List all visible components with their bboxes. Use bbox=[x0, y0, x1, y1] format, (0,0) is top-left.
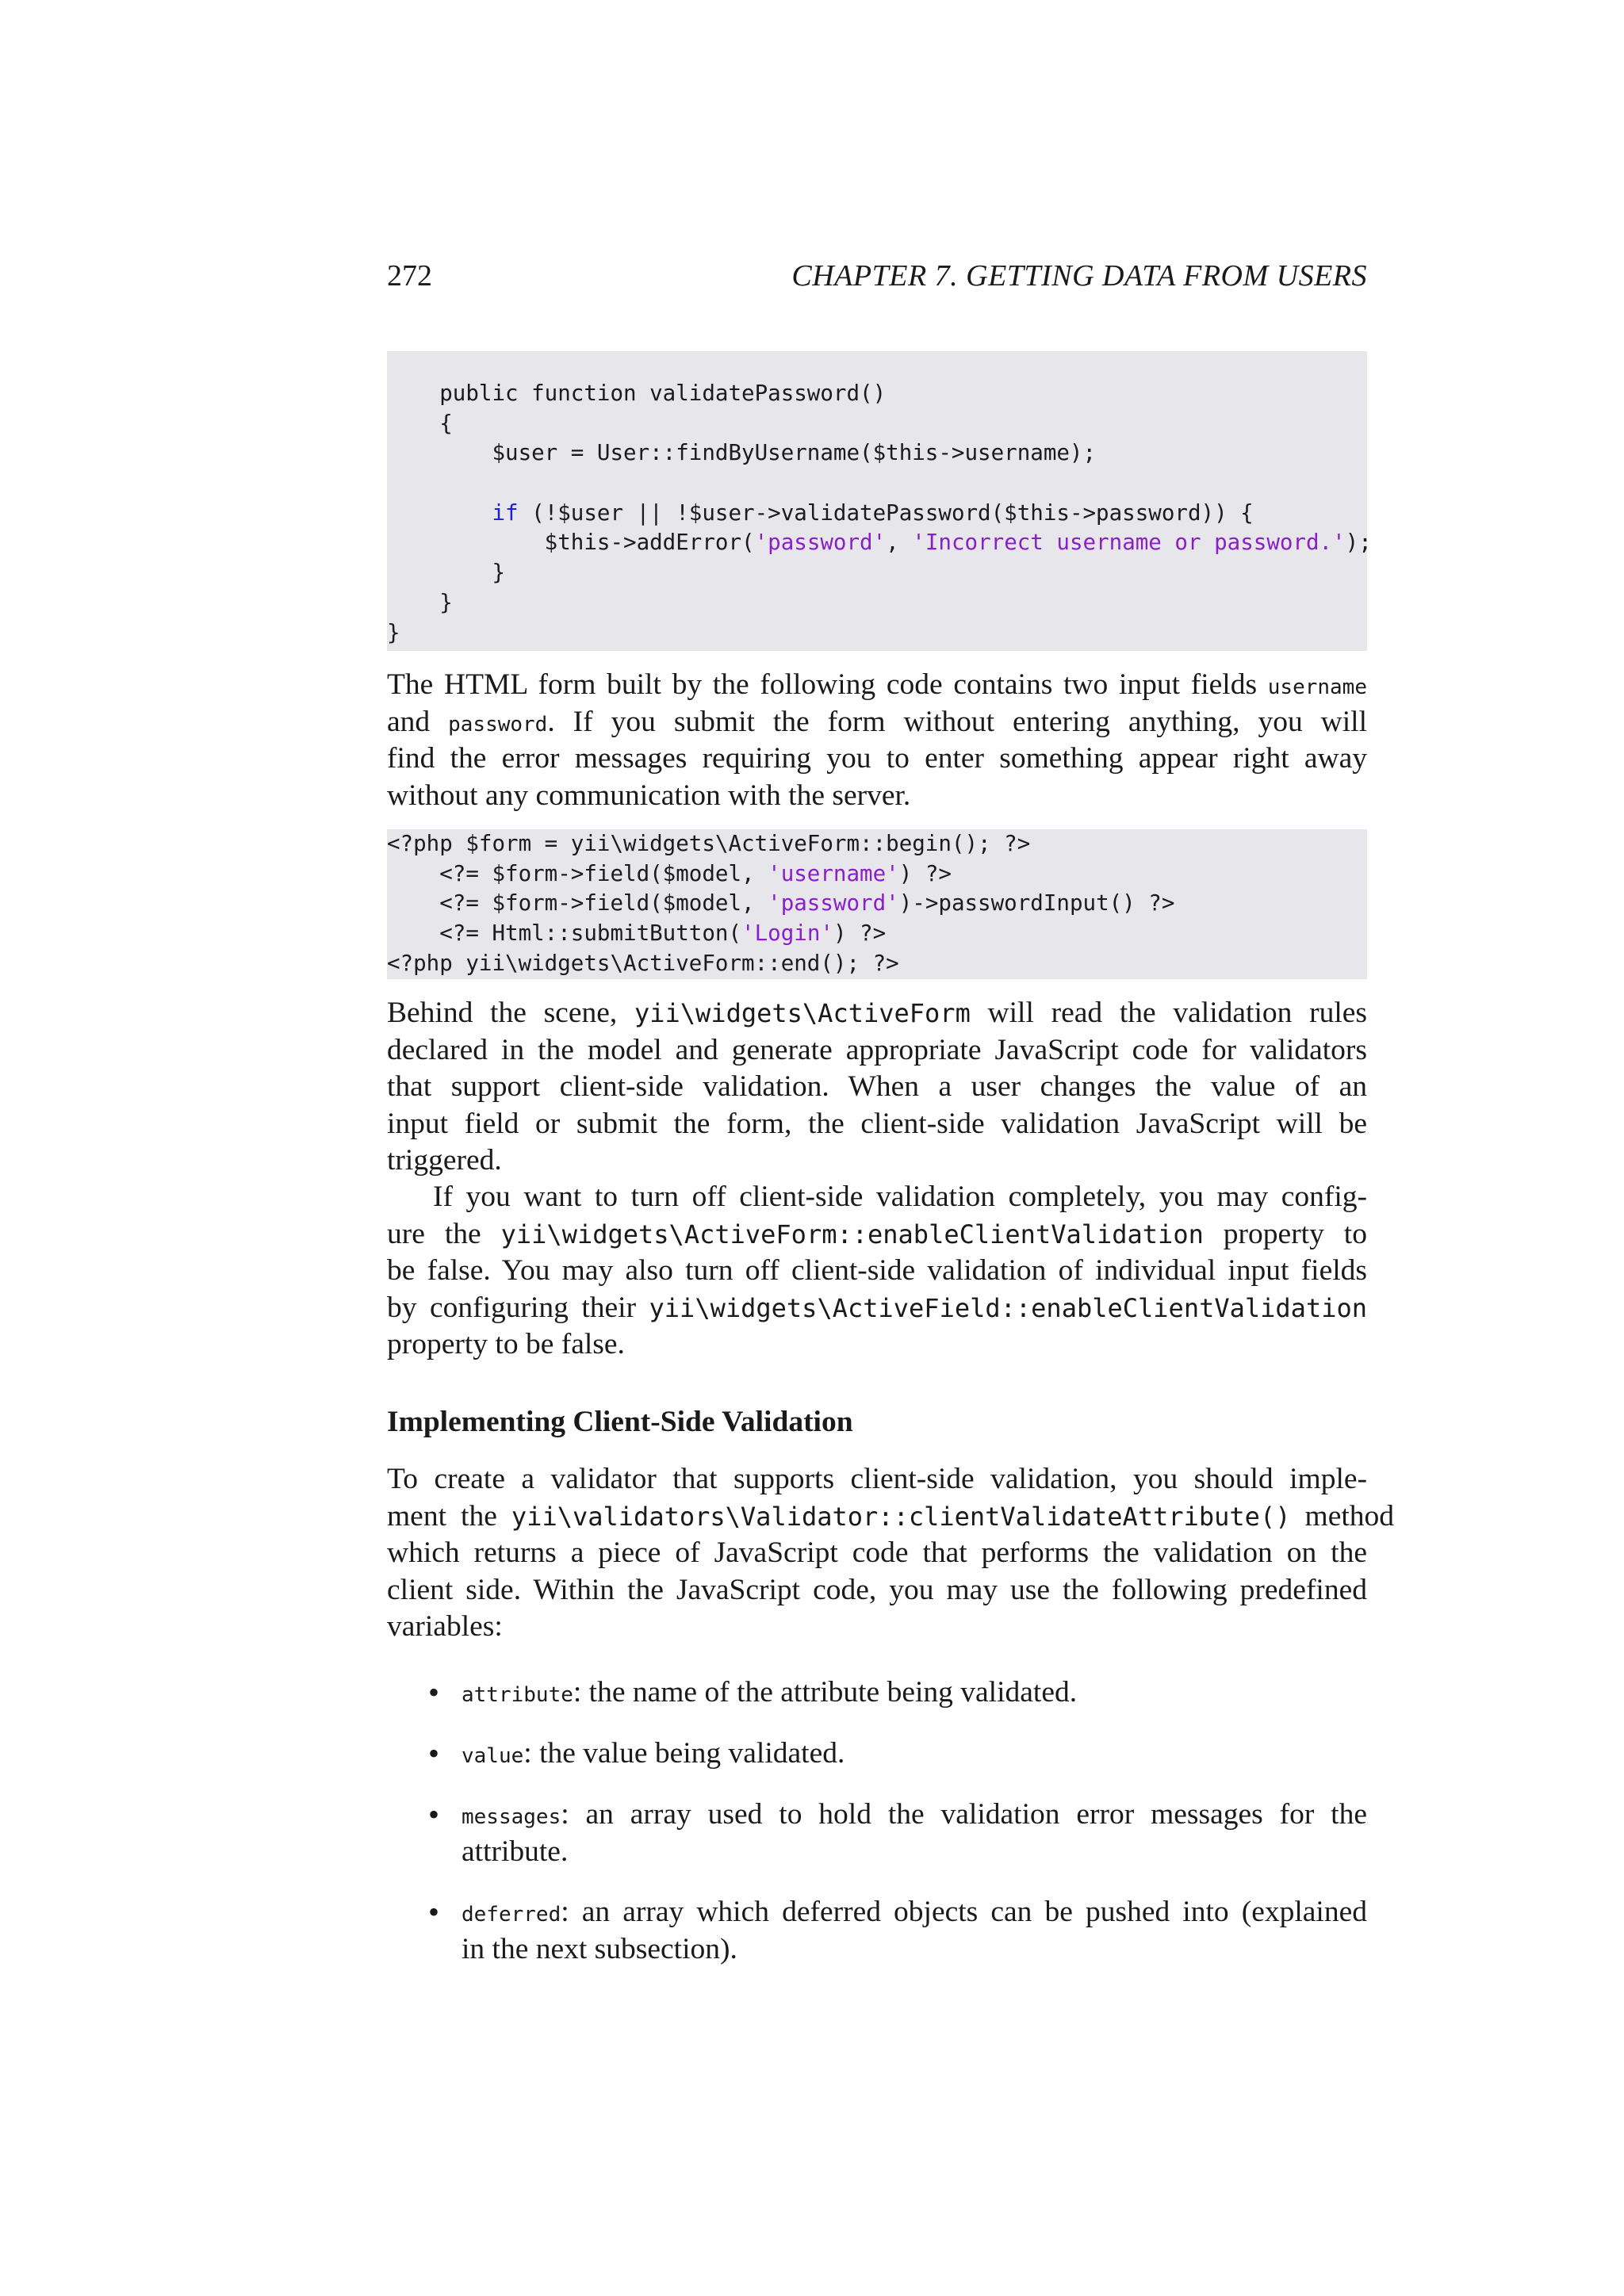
bullet-icon: • bbox=[428, 1797, 440, 1832]
code-block-validate-password bbox=[387, 351, 1372, 651]
inline-code: value bbox=[462, 1744, 524, 1768]
code-line: $this->addError('password', 'Incorrect username or password.'); bbox=[387, 530, 1372, 556]
code-line: <?= $form->field($model, 'username') ?> bbox=[387, 860, 952, 886]
code-line: if (!$user || !$user->validatePassword($this->password)) { bbox=[492, 499, 1254, 526]
bullet-icon: • bbox=[428, 1674, 440, 1710]
inline-code: yii\widgets\ActiveForm::enableClientValidation bbox=[500, 1219, 1204, 1249]
inline-code: yii\widgets\ActiveField::enableClientValidation bbox=[649, 1292, 1367, 1323]
code-keyword: if bbox=[492, 499, 519, 526]
inline-code: username bbox=[1267, 675, 1367, 699]
code-line: <?= $form->field($model, 'password')->passwordInput() ?> bbox=[387, 890, 1175, 916]
inline-code: yii\validators\Validator::clientValidateAttribute() bbox=[511, 1501, 1291, 1532]
code-line: { bbox=[387, 410, 453, 436]
code-line: } bbox=[387, 619, 400, 645]
code-block-active-form bbox=[387, 829, 1367, 979]
chapter-title: CHAPTER 7. GETTING DATA FROM USERS bbox=[791, 259, 1367, 293]
page-number: 272 bbox=[387, 259, 432, 293]
inline-code: password bbox=[448, 712, 548, 737]
paragraph-form-intro: The HTML form built by the following code contains two input fields username and password. If you submit the form without entering anything, you will find the error messages requiring you to enter something appear right away without any communication with the server. bbox=[387, 668, 1367, 812]
inline-code: yii\widgets\ActiveForm bbox=[634, 998, 971, 1028]
code-line: $user = User::findByUsername($this->username); bbox=[387, 440, 1097, 466]
code-string: 'username' bbox=[768, 860, 899, 886]
code-string: 'password' bbox=[768, 890, 899, 916]
inline-code: messages bbox=[462, 1805, 561, 1829]
paragraph-turn-off-validation: If you want to turn off client-side validation completely, you may config- ure the yii\widgets\ActiveForm::enableClientValidation property to be false. You may also turn off client-side validation of individual input fields by configuring their yii\widgets\ActiveField::enableClientValidation property to be false. bbox=[387, 1181, 1367, 1360]
code-line bbox=[387, 469, 1367, 499]
code-line: } bbox=[387, 589, 453, 615]
bullet-icon: • bbox=[428, 1894, 440, 1930]
code-string: 'Login' bbox=[741, 920, 833, 947]
code-line: <?php $form = yii\widgets\ActiveForm::begin(); ?> bbox=[387, 831, 1031, 856]
section-heading: Implementing Client-Side Validation bbox=[387, 1406, 853, 1438]
bullet-icon: • bbox=[428, 1735, 440, 1771]
page-header bbox=[387, 258, 1367, 298]
inline-code: attribute bbox=[462, 1683, 573, 1707]
paragraph-create-validator: To create a validator that supports client-side validation, you should imple- ment the yii\validators\Validator::clientValidateAttribute() method which returns a piece of JavaScript code that performs the validation on the client side. Within the JavaScript code, you may use the following predefined variables: bbox=[387, 1463, 1395, 1643]
code-string: 'password' bbox=[754, 530, 887, 556]
code-line: <?php yii\widgets\ActiveForm::end(); ?> bbox=[387, 950, 899, 976]
code-string: 'Incorrect username or password.' bbox=[912, 530, 1346, 556]
paragraph-behind-scene: Behind the scene, yii\widgets\ActiveForm will read the validation rules declared in the model and generate appropriate JavaScript code for validators that support client-side validation. When a user changes the value of an input field or submit the form, the client-side validation JavaScript will be triggered. bbox=[387, 997, 1367, 1177]
code-line: <?= Html::submitButton('Login') ?> bbox=[387, 920, 887, 947]
code-line: public function validatePassword() bbox=[387, 381, 887, 406]
document-page: 272 CHAPTER 7. GETTING DATA FROM USERS public function validatePassword() { $user = User::findByUsername($this->username); if (!$user || !$user->validatePassword($this->password)) { $this->addError('password', 'Incorrect username or password.'); } } } The HTML form built by the following code contains two input fields username and password. If you submit the form without entering anything, you will find the error messages requiring you to enter something appear right away without any communication with the server. <?php $form = yii\widgets\ActiveForm::begin(); ?> <?= $form->field($model, 'username') ?> <?= $form->field($model, 'password')->passwordInput() ?> <?= Html::submitButton('Login') ?> <?php yii\widgets\ActiveForm::end(); ?> Behind the scene, yii\widgets\ActiveForm will read the validation rules declared in the model and generate appropriate JavaScript code for validators that support client-side validation. When a user changes the value of an input field or submit the form, the client-side validation JavaScript will be triggered. If you want to turn off client-side validation completely, you may config- ure the yii\widgets\ActiveForm::enableClientValidation property to be false. You may also turn off client-side validation of individual input fields by configuring their yii\widgets\ActiveField::enableClientValidation property to be false. Implementing Client-Side Validation To create a validator that supports client-side validation, you should imple- ment the yii\validators\Validator::clientValidateAttribute() method which returns a piece of JavaScript code that performs the validation on the client side. Within the JavaScript code, you may use the following predefined variables: • attribute: the name of the attribute being validated. • value: the value being validated. • messages: an array used to hold the validation error messages for the attribute. • deferred: an array which deferred objects can be pushed into (explained in the next subsection). bbox=[387, 259, 1395, 1965]
inline-code: deferred bbox=[462, 1903, 561, 1927]
code-line: } bbox=[387, 560, 506, 586]
